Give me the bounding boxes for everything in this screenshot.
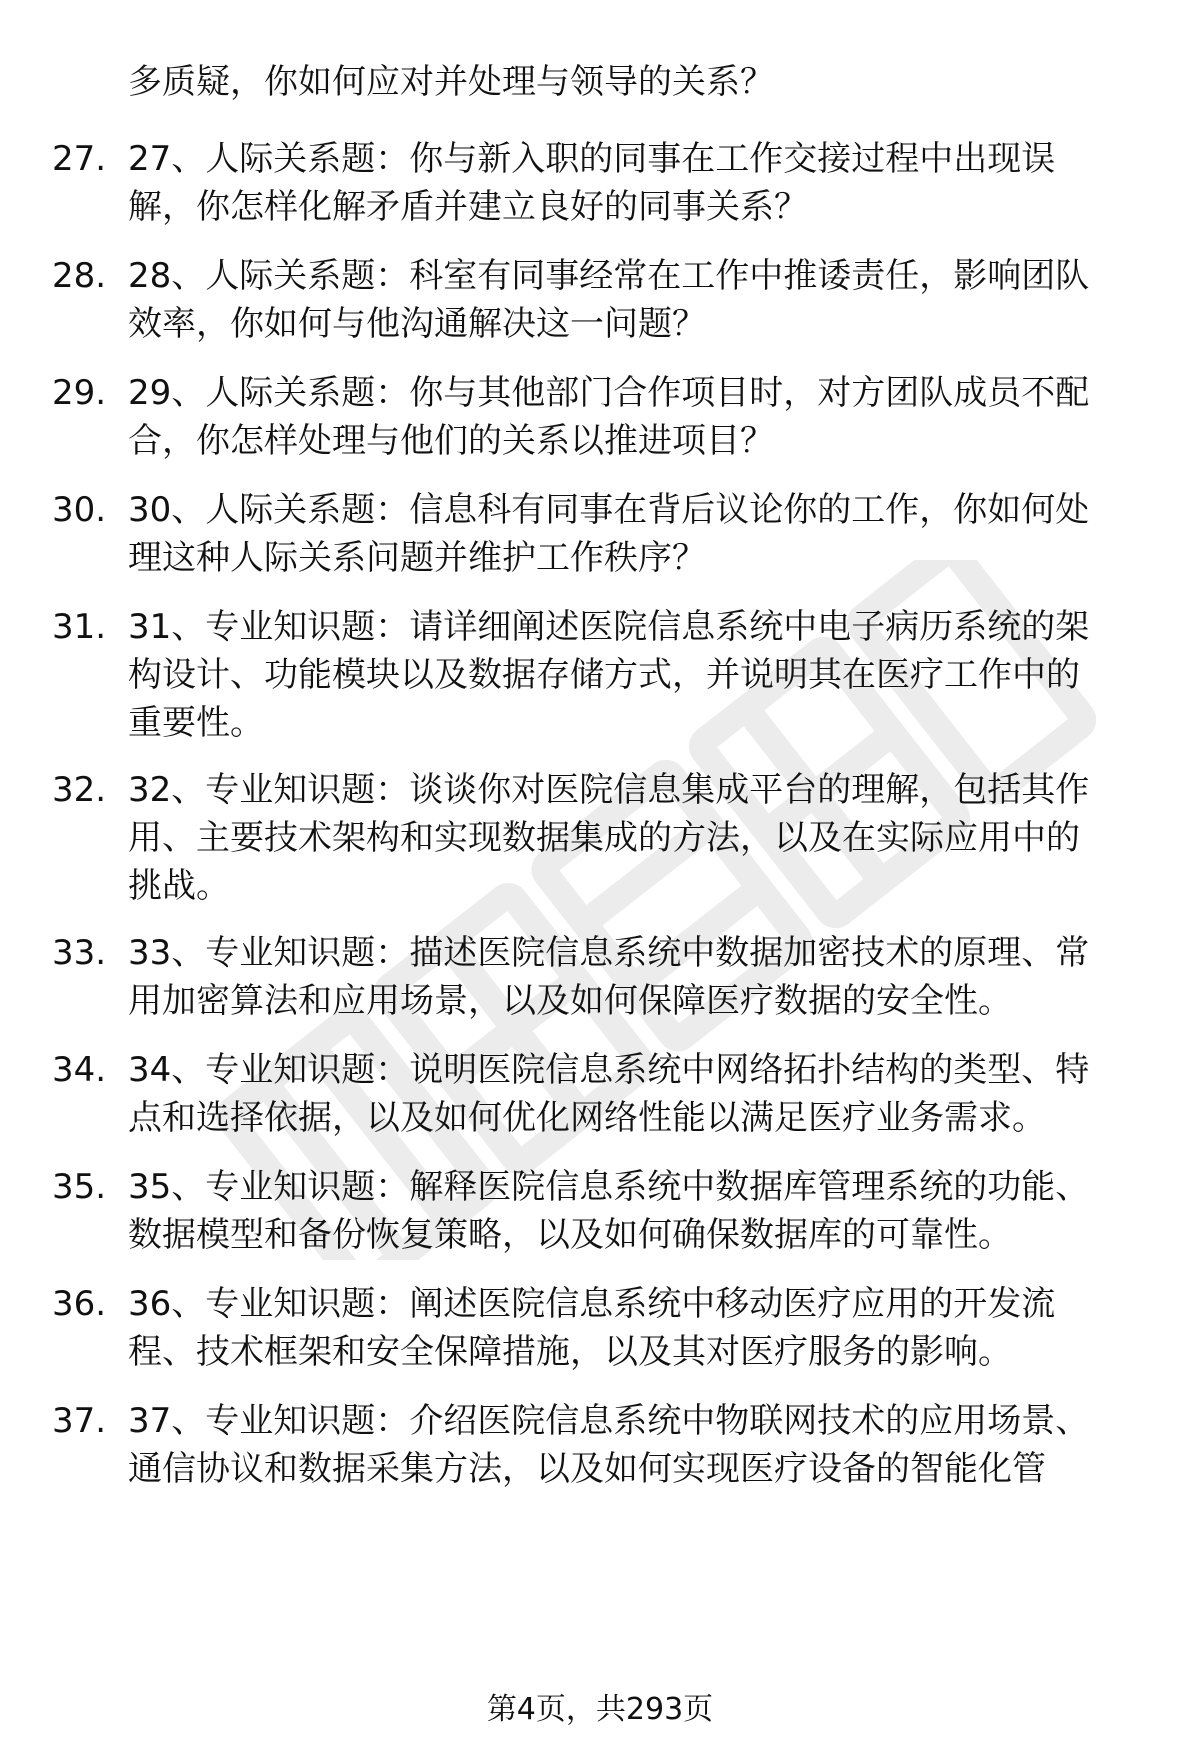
text-line: 重要性。 <box>128 703 264 743</box>
continuation-text: 多质疑，你如何应对并处理与领导的关系？ <box>128 62 774 102</box>
text-line: 37、专业知识题：介绍医院信息系统中物联网技术的应用场景、 <box>128 1401 1090 1441</box>
list-item-text <box>128 1280 1148 1376</box>
text-line: 29、人际关系题：你与其他部门合作项目时，对方团队成员不配 <box>128 373 1090 413</box>
text-line: 点和选择依据，以及如何优化网络性能以满足医疗业务需求。 <box>128 1098 1046 1138</box>
list-item-text <box>128 603 1148 747</box>
list-item-text <box>128 766 1148 910</box>
list-item-text <box>128 486 1148 582</box>
list-item-number: 28. <box>52 256 107 296</box>
text-line: 合，你怎样处理与他们的关系以推进项目？ <box>128 421 774 461</box>
list-item-text <box>128 135 1148 231</box>
text-line: 用加密算法和应用场景，以及如何保障医疗数据的安全性。 <box>128 981 1012 1021</box>
list-item-text <box>128 1397 1148 1493</box>
text-line: 28、人际关系题：科室有同事经常在工作中推诿责任，影响团队 <box>128 256 1090 296</box>
list-item-text <box>128 929 1148 1025</box>
text-line: 通信协议和数据采集方法，以及如何实现医疗设备的智能化管 <box>128 1449 1046 1489</box>
list-item-text <box>128 252 1148 348</box>
list-item-number: 36. <box>52 1284 107 1324</box>
list-item-text <box>128 1046 1148 1142</box>
text-line: 效率，你如何与他沟通解决这一问题？ <box>128 304 706 344</box>
list-item-number: 30. <box>52 490 107 530</box>
text-line: 程、技术框架和安全保障措施，以及其对医疗服务的影响。 <box>128 1332 1012 1372</box>
page-footer: 第4页，共293页 <box>486 1692 714 1727</box>
text-line: 挑战。 <box>128 866 230 906</box>
text-line: 理这种人际关系问题并维护工作秩序？ <box>128 538 706 578</box>
text-line: 36、专业知识题：阐述医院信息系统中移动医疗应用的开发流 <box>128 1284 1056 1324</box>
text-line: 解，你怎样化解矛盾并建立良好的同事关系？ <box>128 187 808 227</box>
text-line: 31、专业知识题：请详细阐述医院信息系统中电子病历系统的架 <box>128 607 1090 647</box>
text-line: 30、人际关系题：信息科有同事在背后议论你的工作，你如何处 <box>128 490 1090 530</box>
list-item-number: 35. <box>52 1167 107 1207</box>
text-line: 33、专业知识题：描述医院信息系统中数据加密技术的原理、常 <box>128 933 1090 973</box>
list-item-text <box>128 1163 1148 1259</box>
list-item-number: 34. <box>52 1050 107 1090</box>
text-line: 构设计、功能模块以及数据存储方式，并说明其在医疗工作中的 <box>128 655 1080 695</box>
text-line: 32、专业知识题：谈谈你对医院信息集成平台的理解，包括其作 <box>128 770 1090 810</box>
text-line: 数据模型和备份恢复策略，以及如何确保数据库的可靠性。 <box>128 1215 1012 1255</box>
list-item-number: 32. <box>52 770 107 810</box>
list-item-number: 33. <box>52 933 107 973</box>
list-item-number: 27. <box>52 139 107 179</box>
text-line: 27、人际关系题：你与新入职的同事在工作交接过程中出现误 <box>128 139 1056 179</box>
text-line: 35、专业知识题：解释医院信息系统中数据库管理系统的功能、 <box>128 1167 1090 1207</box>
list-item-text <box>128 369 1148 465</box>
text-line: 用、主要技术架构和实现数据集成的方法，以及在实际应用中的 <box>128 818 1080 858</box>
list-item-number: 31. <box>52 607 107 647</box>
list-item-number: 29. <box>52 373 107 413</box>
list-item-number: 37. <box>52 1401 107 1441</box>
text-line: 34、专业知识题：说明医院信息系统中网络拓扑结构的类型、特 <box>128 1050 1090 1090</box>
